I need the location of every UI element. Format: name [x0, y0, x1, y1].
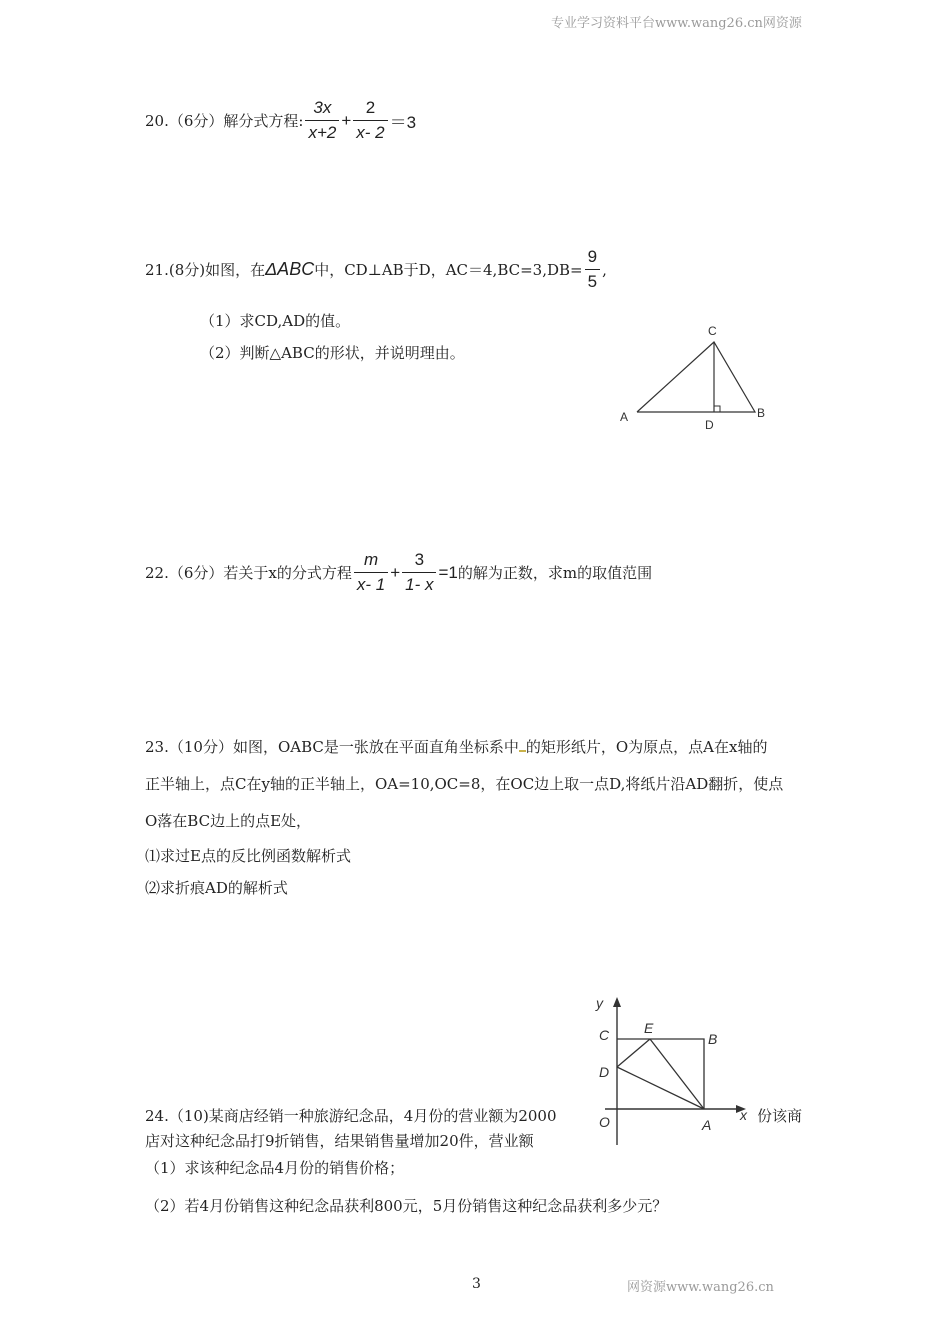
q21-denominator: 5 — [587, 272, 598, 291]
segment-ea — [650, 1039, 704, 1109]
label-a: A — [702, 1117, 712, 1133]
q21-triangle: ΔABC — [265, 259, 315, 279]
q23-line-1 — [145, 736, 767, 757]
q23-line-1b: 的矩形纸片，O为原点，点A在x轴的 — [525, 738, 768, 756]
q20-rhs: ＝3 — [389, 113, 417, 132]
q20-fraction-1 — [305, 98, 339, 143]
q20-f2-denominator: x- 2 — [356, 123, 385, 142]
question-21 — [145, 247, 607, 292]
label-y: y — [596, 995, 603, 1011]
q21-prefix: 21.(8分)如图，在 — [145, 261, 266, 279]
q22-fraction-2 — [402, 550, 436, 595]
fold-line-ad — [617, 1067, 704, 1109]
label-b: B — [708, 1031, 718, 1047]
q22-f1-denominator: x- 1 — [356, 575, 386, 594]
label-b: B — [757, 406, 766, 420]
q22-plus: + — [390, 562, 401, 582]
page-number: 3 — [472, 1276, 481, 1292]
q23-line-2: 正半轴上，点C在y轴的正半轴上，OA=10,OC=8，在OC边上取一点D,将纸片沿AD翻折，使点 — [145, 775, 784, 793]
q22-f2-denominator: 1- x — [405, 575, 434, 594]
q22-f1-numerator: m — [354, 550, 388, 573]
q20-fraction-2 — [353, 98, 387, 143]
q22-equals: =1 — [438, 562, 458, 582]
y-axis-arrow — [613, 997, 621, 1007]
q21-part-2: （2）判断△ABC的形状，并说明理由。 — [200, 344, 465, 362]
segment-de — [617, 1039, 650, 1067]
q24-line-2: 店对这种纪念品打9折销售，结果销售量增加20件，营业额 — [145, 1132, 534, 1150]
q21-fraction — [585, 247, 600, 292]
q23-part-2: ⑵求折痕AD的解析式 — [145, 879, 288, 897]
q20-plus: + — [341, 110, 352, 130]
q20-f2-numerator: 2 — [353, 98, 387, 121]
q24-line-1: 24.（10)某商店经销一种旅游纪念品，4月份的营业额为2000 — [145, 1107, 557, 1125]
q23-coordinate-figure — [590, 995, 758, 1147]
q24-part-2: （2）若4月份销售这种纪念品获利800元，5月份销售这种纪念品获利多少元？ — [145, 1197, 668, 1215]
right-angle-mark — [714, 406, 720, 412]
label-a: A — [620, 410, 629, 424]
q21-numerator: 9 — [585, 247, 600, 270]
label-d: D — [599, 1064, 610, 1080]
label-x: x — [740, 1107, 747, 1123]
q24-line-1-tail: 份该商 — [757, 1107, 803, 1125]
q22-suffix: 的解为正数，求m的取值范围 — [457, 564, 653, 582]
footer-watermark: 网资源www.wang26.cn — [627, 1280, 774, 1295]
q22-fraction-1 — [354, 550, 388, 595]
q24-part-1: （1）求该种纪念品4月份的销售价格； — [145, 1159, 405, 1177]
q23-part-1: ⑴求过E点的反比例函数解析式 — [145, 847, 351, 865]
header-watermark: 专业学习资料平台www.wang26.cn网资源 — [551, 16, 802, 31]
triangle-abc — [637, 342, 755, 412]
q21-triangle-figure — [610, 320, 780, 435]
q20-f1-denominator: x+2 — [308, 123, 337, 142]
label-c: C — [708, 324, 717, 338]
q23-line-1a: 23.（10分）如图，OABC是一张放在平面直角坐标系中 — [145, 738, 519, 756]
question-22 — [145, 550, 652, 595]
q21-suffix: , — [602, 260, 607, 279]
label-o: O — [599, 1114, 610, 1130]
q20-label: 20.（6分）解分式方程: — [145, 112, 304, 130]
q23-line-3: O落在BC边上的点E处， — [145, 812, 312, 830]
q20-f1-numerator: 3x — [305, 98, 339, 121]
q21-mid: 中，CD⊥AB于D，AC＝4,BC=3,DB= — [314, 261, 583, 279]
label-d: D — [705, 418, 714, 432]
q22-f2-numerator: 3 — [402, 550, 436, 573]
highlight-mark — [519, 738, 526, 752]
q21-part-1: （1）求CD,AD的值。 — [200, 312, 351, 330]
q22-prefix: 22.（6分）若关于x的分式方程 — [145, 564, 352, 582]
label-e: E — [644, 1020, 654, 1036]
question-20 — [145, 98, 416, 143]
label-c: C — [599, 1027, 610, 1043]
